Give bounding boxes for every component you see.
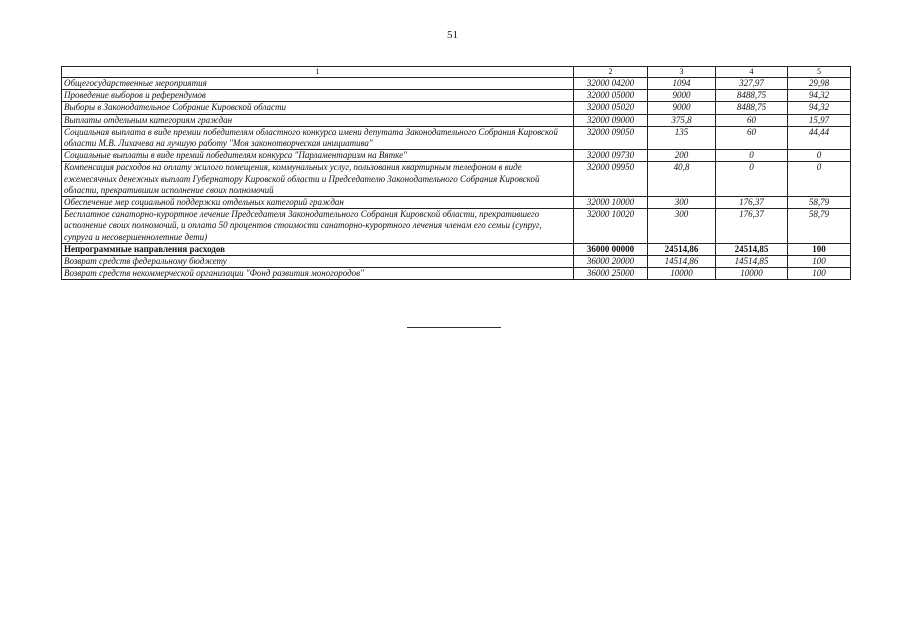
row-value-3: 135 (648, 126, 716, 149)
row-value-4: 8488,75 (716, 102, 788, 114)
table-row (62, 209, 851, 244)
row-value-3: 375,8 (648, 114, 716, 126)
row-value-5: 58,79 (788, 197, 851, 209)
table-header-row (62, 67, 851, 78)
column-header: 5 (788, 67, 851, 78)
row-value-4: 8488,75 (716, 90, 788, 102)
column-header: 2 (574, 67, 648, 78)
row-value-5: 100 (788, 256, 851, 268)
row-name: Обеспечение мер социальной поддержки отдельных категорий граждан (62, 197, 574, 209)
row-name: Бесплатное санаторно-курортное лечение Председателя Законодательного Собрания Кировской области, прекратившего исполнение своих полномочий, и оплата 50 процентов стоимости санаторно-курортного лечения членам его семьи (супруг, супруга и несовершеннолетние дети) (62, 209, 574, 244)
row-value-5: 94,32 (788, 102, 851, 114)
table-row (62, 114, 851, 126)
table-row (62, 150, 851, 162)
row-name: Общегосударственные мероприятия (62, 78, 574, 90)
row-value-4: 327,97 (716, 78, 788, 90)
row-code: 36000 00000 (574, 243, 648, 255)
row-code: 32000 10020 (574, 209, 648, 244)
budget-table (61, 66, 851, 280)
table-row (62, 268, 851, 280)
row-value-4: 14514,85 (716, 256, 788, 268)
row-value-4: 0 (716, 162, 788, 197)
table-row (62, 256, 851, 268)
table-row (62, 102, 851, 114)
row-value-3: 40,8 (648, 162, 716, 197)
row-name: Проведение выборов и референдумов (62, 90, 574, 102)
row-name: Социальная выплата в виде премии победителям областного конкурса имени депутата Законодательного Собрания Кировской области М.В. Лихачева на лучшую работу "Моя законотворческая инициатива" (62, 126, 574, 149)
row-value-3: 9000 (648, 102, 716, 114)
row-value-5: 58,79 (788, 209, 851, 244)
row-value-3: 300 (648, 197, 716, 209)
row-name: Непрограммные направления расходов (62, 243, 574, 255)
table-row (62, 197, 851, 209)
table-row (62, 126, 851, 149)
section-divider (407, 327, 501, 328)
table-row (62, 162, 851, 197)
row-value-5: 44,44 (788, 126, 851, 149)
row-value-5: 94,32 (788, 90, 851, 102)
row-name: Возврат средств федеральному бюджету (62, 256, 574, 268)
row-value-3: 24514,86 (648, 243, 716, 255)
row-code: 32000 09000 (574, 114, 648, 126)
row-code: 36000 20000 (574, 256, 648, 268)
row-value-5: 0 (788, 162, 851, 197)
row-value-4: 176,37 (716, 209, 788, 244)
row-value-5: 29,98 (788, 78, 851, 90)
row-value-3: 9000 (648, 90, 716, 102)
row-code: 36000 25000 (574, 268, 648, 280)
page-number: 51 (447, 29, 458, 41)
row-name: Выборы в Законодательное Собрание Кировской области (62, 102, 574, 114)
row-value-4: 24514,85 (716, 243, 788, 255)
row-code: 32000 05020 (574, 102, 648, 114)
row-value-4: 60 (716, 114, 788, 126)
column-header: 4 (716, 67, 788, 78)
table-row (62, 90, 851, 102)
table-row (62, 78, 851, 90)
row-value-3: 10000 (648, 268, 716, 280)
row-value-5: 100 (788, 268, 851, 280)
row-value-4: 176,37 (716, 197, 788, 209)
row-name: Социальные выплаты в виде премий победителям конкурса "Парламентаризм на Вятке" (62, 150, 574, 162)
row-code: 32000 09730 (574, 150, 648, 162)
row-code: 32000 10000 (574, 197, 648, 209)
column-header: 1 (62, 67, 574, 78)
row-name: Компенсация расходов на оплату жилого помещения, коммунальных услуг, пользования квартирным телефоном в виде ежемесячных денежных выплат Губернатору Кировской области и Председателю Законодательного Собрания Кировской области, прекратившим исполнение своих полномочий (62, 162, 574, 197)
row-value-5: 15,97 (788, 114, 851, 126)
row-value-3: 1094 (648, 78, 716, 90)
row-value-4: 0 (716, 150, 788, 162)
row-code: 32000 05000 (574, 90, 648, 102)
row-name: Выплаты отдельным категориям граждан (62, 114, 574, 126)
row-value-5: 100 (788, 243, 851, 255)
row-value-3: 14514,86 (648, 256, 716, 268)
row-code: 32000 09950 (574, 162, 648, 197)
row-value-5: 0 (788, 150, 851, 162)
table-row (62, 243, 851, 255)
row-code: 32000 09050 (574, 126, 648, 149)
row-value-4: 60 (716, 126, 788, 149)
row-value-4: 10000 (716, 268, 788, 280)
column-header: 3 (648, 67, 716, 78)
row-name: Возврат средств некоммерческой организации "Фонд развития моногородов" (62, 268, 574, 280)
row-value-3: 300 (648, 209, 716, 244)
row-code: 32000 04200 (574, 78, 648, 90)
row-value-3: 200 (648, 150, 716, 162)
